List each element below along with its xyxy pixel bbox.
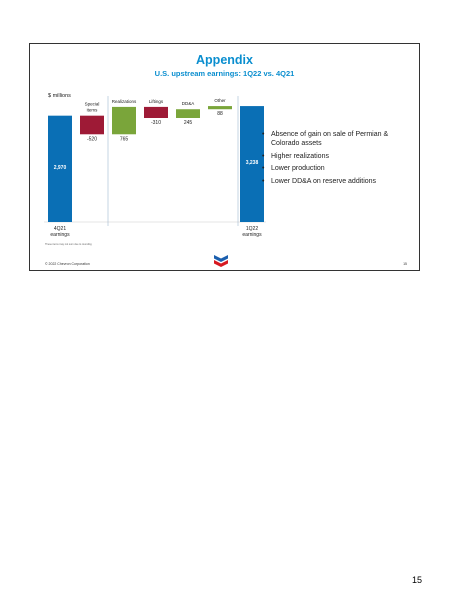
value-label: 2,970 [53,164,67,171]
category-label: earnings [50,232,70,238]
chevron-logo-icon [213,254,229,268]
bullet-item: • Lower production [262,164,417,173]
bullet-item: • Absence of gain on sale of Permian & Colorado assets [262,130,417,148]
bar-dda [176,109,200,118]
slide [29,43,420,271]
category-label: 1Q22 [245,226,259,232]
category-label: 4Q21 [53,226,67,232]
bullet-list [262,130,417,189]
category-label: Realizations [111,98,137,104]
slide-title: Appendix [196,53,253,67]
bar-other [208,106,232,109]
category-label: DD&A [181,101,195,107]
category-label: items [86,107,98,113]
bullet-item: • Higher realizations [262,152,417,161]
page-number: 15 [412,575,423,585]
value-label: 88 [217,111,223,118]
category-label: Liftings [148,98,164,104]
value-label: 3,238 [245,160,259,167]
copyright: © 2022 Chevron Corporation [45,262,90,266]
slide-subtitle: U.S. upstream earnings: 1Q22 vs. 4Q21 [154,69,295,78]
bar-real [112,107,136,134]
slide-number: 15 [403,262,407,266]
value-label: -520 [86,136,98,143]
value-label: 245 [183,120,193,127]
category-label: Special [84,101,100,107]
bar-lift [144,107,168,118]
value-label: 765 [119,136,129,143]
category-label: Other [214,98,226,104]
category-label: earnings [242,232,262,238]
footnote: These items may not sum due to rounding [45,243,92,246]
bullet-item: • Lower DD&A on reserve additions [262,177,417,186]
unit-label: $ millions [48,93,71,99]
bar-special [80,116,104,135]
value-label: -310 [150,120,162,127]
